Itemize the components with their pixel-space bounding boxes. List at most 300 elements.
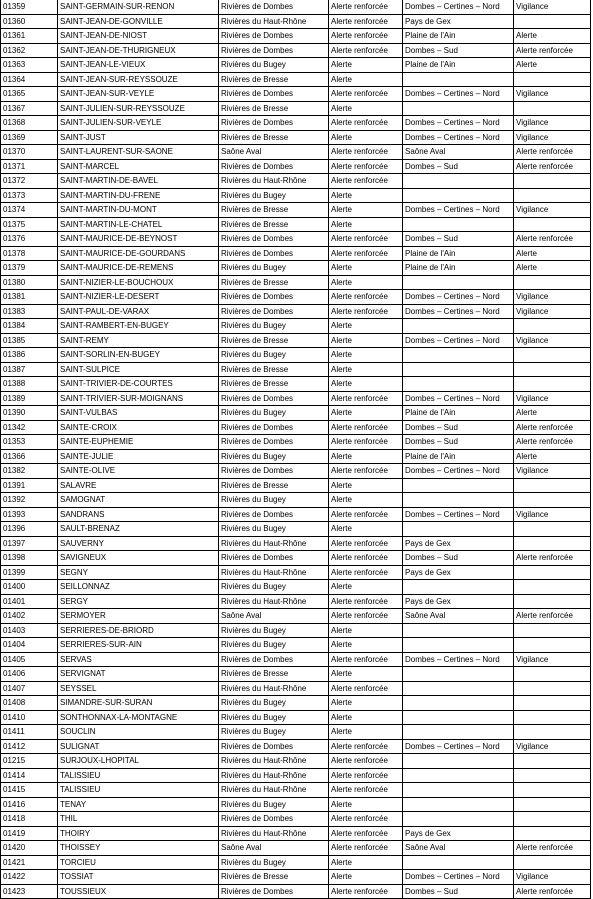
surface-level-cell: Alerte [329, 667, 403, 682]
surface-zone-cell: Rivières du Bugey [219, 623, 329, 638]
ground-zone-cell [403, 377, 514, 392]
surface-zone-cell: Rivières de Dombes [219, 43, 329, 58]
ground-level-cell: Vigilance [514, 290, 591, 305]
surface-zone-cell: Rivières du Bugey [219, 855, 329, 870]
insee-code-cell: 01215 [1, 754, 58, 769]
ground-level-cell: Vigilance [514, 130, 591, 145]
table-row [1, 304, 591, 319]
commune-name-cell: SAINT-VULBAS [58, 406, 219, 421]
surface-zone-cell: Rivières de Dombes [219, 551, 329, 566]
surface-zone-cell: Rivières du Bugey [219, 319, 329, 334]
ground-zone-cell: Dombes – Certines – Nord [403, 290, 514, 305]
surface-level-cell: Alerte [329, 333, 403, 348]
insee-code-cell: 01406 [1, 667, 58, 682]
table-row [1, 855, 591, 870]
surface-level-cell: Alerte [329, 696, 403, 711]
surface-level-cell: Alerte renforcée [329, 246, 403, 261]
surface-level-cell: Alerte renforcée [329, 14, 403, 29]
ground-level-cell [514, 710, 591, 725]
surface-level-cell: Alerte renforcée [329, 232, 403, 247]
ground-level-cell: Alerte renforcée [514, 841, 591, 856]
table-row [1, 623, 591, 638]
table-row [1, 638, 591, 653]
insee-code-cell: 01411 [1, 725, 58, 740]
insee-code-cell: 01419 [1, 826, 58, 841]
ground-level-cell [514, 493, 591, 508]
insee-code-cell: 01384 [1, 319, 58, 334]
insee-code-cell: 01397 [1, 536, 58, 551]
surface-zone-cell: Rivières du Bugey [219, 522, 329, 537]
insee-code-cell: 01378 [1, 246, 58, 261]
table-row [1, 710, 591, 725]
insee-code-cell: 01364 [1, 72, 58, 87]
commune-name-cell: SANDRANS [58, 507, 219, 522]
ground-level-cell [514, 348, 591, 363]
ground-level-cell: Alerte renforcée [514, 420, 591, 435]
table-row [1, 884, 591, 899]
table-row [1, 551, 591, 566]
table-row [1, 87, 591, 102]
commune-name-cell: TALISSIEU [58, 768, 219, 783]
ground-level-cell [514, 565, 591, 580]
ground-level-cell [514, 681, 591, 696]
ground-zone-cell [403, 681, 514, 696]
insee-code-cell: 01379 [1, 261, 58, 276]
surface-level-cell: Alerte renforcée [329, 391, 403, 406]
surface-zone-cell: Rivières du Haut-Rhône [219, 174, 329, 189]
surface-level-cell: Alerte renforcée [329, 174, 403, 189]
surface-zone-cell: Rivières du Haut-Rhône [219, 536, 329, 551]
insee-code-cell: 01368 [1, 116, 58, 131]
ground-level-cell: Vigilance [514, 0, 591, 14]
surface-level-cell: Alerte renforcée [329, 290, 403, 305]
table-row [1, 812, 591, 827]
insee-code-cell: 01342 [1, 420, 58, 435]
surface-zone-cell: Rivières de Bresse [219, 870, 329, 885]
table-row [1, 507, 591, 522]
table-row [1, 768, 591, 783]
ground-level-cell: Alerte renforcée [514, 43, 591, 58]
table-row [1, 493, 591, 508]
ground-zone-cell [403, 855, 514, 870]
insee-code-cell: 01421 [1, 855, 58, 870]
commune-name-cell: SAINT-TRIVIER-SUR-MOIGNANS [58, 391, 219, 406]
table-row [1, 725, 591, 740]
ground-level-cell: Alerte renforcée [514, 551, 591, 566]
insee-code-cell: 01389 [1, 391, 58, 406]
insee-code-cell: 01416 [1, 797, 58, 812]
ground-zone-cell [403, 522, 514, 537]
insee-code-cell: 01367 [1, 101, 58, 116]
ground-level-cell: Vigilance [514, 652, 591, 667]
insee-code-cell: 01410 [1, 710, 58, 725]
surface-zone-cell: Rivières de Dombes [219, 159, 329, 174]
surface-zone-cell: Rivières de Dombes [219, 435, 329, 450]
table-row [1, 391, 591, 406]
surface-zone-cell: Saône Aval [219, 145, 329, 160]
table-row [1, 203, 591, 218]
surface-level-cell: Alerte [329, 638, 403, 653]
ground-zone-cell: Dombes – Certines – Nord [403, 652, 514, 667]
ground-level-cell: Vigilance [514, 304, 591, 319]
surface-zone-cell: Rivières du Haut-Rhône [219, 594, 329, 609]
ground-zone-cell: Plaine de l'Ain [403, 246, 514, 261]
surface-zone-cell: Rivières du Bugey [219, 710, 329, 725]
surface-zone-cell: Rivières du Bugey [219, 493, 329, 508]
surface-level-cell: Alerte renforcée [329, 609, 403, 624]
table-row [1, 275, 591, 290]
commune-name-cell: SAINT-PAUL-DE-VARAX [58, 304, 219, 319]
surface-level-cell: Alerte renforcée [329, 754, 403, 769]
surface-level-cell: Alerte renforcée [329, 594, 403, 609]
ground-zone-cell: Plaine de l'Ain [403, 58, 514, 73]
surface-zone-cell: Rivières de Bresse [219, 275, 329, 290]
table-row [1, 536, 591, 551]
insee-code-cell: 01403 [1, 623, 58, 638]
surface-zone-cell: Rivières du Bugey [219, 188, 329, 203]
ground-zone-cell: Saône Aval [403, 609, 514, 624]
table-row [1, 145, 591, 160]
commune-name-cell: TOUSSIEUX [58, 884, 219, 899]
surface-level-cell: Alerte renforcée [329, 826, 403, 841]
surface-zone-cell: Rivières du Bugey [219, 406, 329, 421]
table-row [1, 826, 591, 841]
ground-level-cell: Vigilance [514, 116, 591, 131]
commune-name-cell: TALISSIEU [58, 783, 219, 798]
insee-code-cell: 01392 [1, 493, 58, 508]
table-row [1, 377, 591, 392]
surface-zone-cell: Rivières de Bresse [219, 667, 329, 682]
surface-zone-cell: Rivières de Dombes [219, 420, 329, 435]
table-row [1, 159, 591, 174]
surface-level-cell: Alerte [329, 130, 403, 145]
insee-code-cell: 01353 [1, 435, 58, 450]
surface-zone-cell: Rivières du Haut-Rhône [219, 565, 329, 580]
insee-code-cell: 01366 [1, 449, 58, 464]
insee-code-cell: 01382 [1, 464, 58, 479]
surface-level-cell: Alerte [329, 377, 403, 392]
commune-name-cell: SAMOGNAT [58, 493, 219, 508]
table-row [1, 696, 591, 711]
surface-level-cell: Alerte renforcée [329, 739, 403, 754]
insee-code-cell: 01386 [1, 348, 58, 363]
ground-zone-cell: Dombes – Sud [403, 435, 514, 450]
ground-zone-cell: Dombes – Sud [403, 884, 514, 899]
commune-name-cell: SAINT-JUST [58, 130, 219, 145]
ground-zone-cell: Dombes – Certines – Nord [403, 87, 514, 102]
ground-level-cell: Vigilance [514, 870, 591, 885]
ground-zone-cell: Plaine de l'Ain [403, 406, 514, 421]
commune-name-cell: SEYSSEL [58, 681, 219, 696]
ground-level-cell [514, 478, 591, 493]
ground-level-cell [514, 797, 591, 812]
surface-zone-cell: Rivières de Bresse [219, 101, 329, 116]
commune-name-cell: SEILLONNAZ [58, 580, 219, 595]
surface-level-cell: Alerte renforcée [329, 884, 403, 899]
insee-code-cell: 01381 [1, 290, 58, 305]
ground-level-cell [514, 217, 591, 232]
surface-level-cell: Alerte [329, 797, 403, 812]
ground-level-cell: Alerte [514, 261, 591, 276]
insee-code-cell: 01398 [1, 551, 58, 566]
surface-zone-cell: Rivières du Haut-Rhône [219, 783, 329, 798]
ground-zone-cell [403, 101, 514, 116]
ground-level-cell [514, 377, 591, 392]
insee-code-cell: 01359 [1, 0, 58, 14]
insee-code-cell: 01415 [1, 783, 58, 798]
surface-level-cell: Alerte [329, 58, 403, 73]
insee-code-cell: 01380 [1, 275, 58, 290]
surface-zone-cell: Rivières de Dombes [219, 232, 329, 247]
surface-level-cell: Alerte renforcée [329, 0, 403, 14]
surface-zone-cell: Rivières du Bugey [219, 725, 329, 740]
commune-name-cell: SAINT-NIZIER-LE-DESERT [58, 290, 219, 305]
surface-zone-cell: Rivières de Dombes [219, 290, 329, 305]
commune-name-cell: SAINT-NIZIER-LE-BOUCHOUX [58, 275, 219, 290]
surface-level-cell: Alerte renforcée [329, 681, 403, 696]
insee-code-cell: 01407 [1, 681, 58, 696]
commune-name-cell: SAINTE-CROIX [58, 420, 219, 435]
commune-name-cell: SERVAS [58, 652, 219, 667]
commune-name-cell: SAULT-BRENAZ [58, 522, 219, 537]
commune-name-cell: SAINTE-EUPHEMIE [58, 435, 219, 450]
insee-code-cell: 01370 [1, 145, 58, 160]
surface-level-cell: Alerte [329, 72, 403, 87]
surface-level-cell: Alerte renforcée [329, 652, 403, 667]
surface-zone-cell: Rivières de Bresse [219, 478, 329, 493]
surface-zone-cell: Rivières de Bresse [219, 130, 329, 145]
ground-zone-cell: Saône Aval [403, 841, 514, 856]
commune-name-cell: SAINT-REMY [58, 333, 219, 348]
commune-name-cell: SAINT-MARTIN-DU-MONT [58, 203, 219, 218]
ground-level-cell [514, 783, 591, 798]
surface-zone-cell: Rivières de Dombes [219, 391, 329, 406]
surface-zone-cell: Rivières du Haut-Rhône [219, 768, 329, 783]
ground-zone-cell [403, 797, 514, 812]
insee-code-cell: 01369 [1, 130, 58, 145]
ground-level-cell [514, 275, 591, 290]
ground-level-cell [514, 362, 591, 377]
surface-level-cell: Alerte renforcée [329, 536, 403, 551]
commune-name-cell: SAINT-MAURICE-DE-GOURDANS [58, 246, 219, 261]
commune-name-cell: SAINT-SORLIN-EN-BUGEY [58, 348, 219, 363]
table-row [1, 232, 591, 247]
surface-zone-cell: Rivières de Dombes [219, 0, 329, 14]
ground-level-cell [514, 174, 591, 189]
table-row [1, 188, 591, 203]
ground-level-cell [514, 188, 591, 203]
commune-name-cell: SERMOYER [58, 609, 219, 624]
surface-level-cell: Alerte renforcée [329, 565, 403, 580]
table-row [1, 246, 591, 261]
table-row [1, 43, 591, 58]
insee-code-cell: 01399 [1, 565, 58, 580]
insee-code-cell: 01420 [1, 841, 58, 856]
commune-name-cell: SOUCLIN [58, 725, 219, 740]
ground-zone-cell [403, 72, 514, 87]
commune-name-cell: SAINT-RAMBERT-EN-BUGEY [58, 319, 219, 334]
ground-zone-cell [403, 754, 514, 769]
ground-zone-cell [403, 275, 514, 290]
ground-zone-cell: Plaine de l'Ain [403, 261, 514, 276]
commune-name-cell: SERGY [58, 594, 219, 609]
insee-code-cell: 01365 [1, 87, 58, 102]
table-row [1, 797, 591, 812]
surface-level-cell: Alerte [329, 710, 403, 725]
commune-name-cell: SAINT-JEAN-SUR-VEYLE [58, 87, 219, 102]
insee-code-cell: 01418 [1, 812, 58, 827]
ground-zone-cell: Dombes – Sud [403, 551, 514, 566]
insee-code-cell: 01412 [1, 739, 58, 754]
table-row [1, 580, 591, 595]
ground-level-cell [514, 580, 591, 595]
surface-zone-cell: Rivières de Bresse [219, 217, 329, 232]
ground-level-cell: Vigilance [514, 507, 591, 522]
commune-name-cell: SAINTE-JULIE [58, 449, 219, 464]
insee-code-cell: 01388 [1, 377, 58, 392]
commune-name-cell: SURJOUX-LHOPITAL [58, 754, 219, 769]
table-row [1, 449, 591, 464]
commune-name-cell: SAINT-GERMAIN-SUR-RENON [58, 0, 219, 14]
table-row [1, 217, 591, 232]
table-row [1, 72, 591, 87]
surface-level-cell: Alerte [329, 580, 403, 595]
ground-level-cell [514, 72, 591, 87]
surface-level-cell: Alerte renforcée [329, 29, 403, 44]
ground-zone-cell: Dombes – Certines – Nord [403, 391, 514, 406]
ground-zone-cell [403, 812, 514, 827]
surface-level-cell: Alerte renforcée [329, 43, 403, 58]
ground-zone-cell: Dombes – Certines – Nord [403, 130, 514, 145]
surface-zone-cell: Rivières de Bresse [219, 362, 329, 377]
surface-level-cell: Alerte [329, 478, 403, 493]
commune-name-cell: SAINT-JULIEN-SUR-REYSSOUZE [58, 101, 219, 116]
surface-level-cell: Alerte renforcée [329, 768, 403, 783]
surface-level-cell: Alerte [329, 348, 403, 363]
ground-zone-cell: Dombes – Certines – Nord [403, 333, 514, 348]
commune-name-cell: SALAVRE [58, 478, 219, 493]
surface-zone-cell: Rivières de Dombes [219, 652, 329, 667]
insee-code-cell: 01393 [1, 507, 58, 522]
commune-name-cell: SAINT-LAURENT-SUR-SAONE [58, 145, 219, 160]
commune-name-cell: SAVIGNEUX [58, 551, 219, 566]
ground-level-cell: Alerte [514, 58, 591, 73]
insee-code-cell: 01414 [1, 768, 58, 783]
ground-level-cell [514, 319, 591, 334]
commune-name-cell: SAINT-MARTIN-LE-CHATEL [58, 217, 219, 232]
surface-level-cell: Alerte renforcée [329, 420, 403, 435]
ground-level-cell: Alerte renforcée [514, 609, 591, 624]
commune-name-cell: SAINT-JEAN-LE-VIEUX [58, 58, 219, 73]
surface-zone-cell: Rivières de Dombes [219, 87, 329, 102]
surface-zone-cell: Rivières de Dombes [219, 29, 329, 44]
insee-code-cell: 01408 [1, 696, 58, 711]
ground-zone-cell [403, 188, 514, 203]
surface-level-cell: Alerte renforcée [329, 116, 403, 131]
commune-name-cell: SAINT-MARTIN-DU-FRENE [58, 188, 219, 203]
ground-zone-cell: Dombes – Sud [403, 420, 514, 435]
ground-zone-cell: Dombes – Certines – Nord [403, 464, 514, 479]
ground-zone-cell [403, 478, 514, 493]
ground-level-cell [514, 14, 591, 29]
surface-level-cell: Alerte [329, 261, 403, 276]
ground-level-cell: Alerte renforcée [514, 145, 591, 160]
ground-level-cell [514, 826, 591, 841]
commune-name-cell: THOIRY [58, 826, 219, 841]
surface-level-cell: Alerte [329, 623, 403, 638]
commune-name-cell: SERRIERES-DE-BRIORD [58, 623, 219, 638]
commune-name-cell: SAINT-MARCEL [58, 159, 219, 174]
commune-name-cell: TOSSIAT [58, 870, 219, 885]
commune-name-cell: TORCIEU [58, 855, 219, 870]
table-row [1, 290, 591, 305]
ground-level-cell [514, 101, 591, 116]
table-row [1, 420, 591, 435]
insee-code-cell: 01383 [1, 304, 58, 319]
surface-level-cell: Alerte renforcée [329, 507, 403, 522]
ground-level-cell: Alerte renforcée [514, 159, 591, 174]
commune-name-cell: SAINT-JEAN-DE-NIOST [58, 29, 219, 44]
insee-code-cell: 01391 [1, 478, 58, 493]
table-row [1, 333, 591, 348]
ground-level-cell: Vigilance [514, 203, 591, 218]
surface-level-cell: Alerte renforcée [329, 145, 403, 160]
ground-zone-cell: Saône Aval [403, 145, 514, 160]
insee-code-cell: 01373 [1, 188, 58, 203]
ground-zone-cell [403, 638, 514, 653]
insee-code-cell: 01385 [1, 333, 58, 348]
surface-level-cell: Alerte [329, 188, 403, 203]
commune-name-cell: SAINT-TRIVIER-DE-COURTES [58, 377, 219, 392]
ground-level-cell: Alerte [514, 29, 591, 44]
ground-level-cell: Alerte renforcée [514, 232, 591, 247]
commune-name-cell: SAINTE-OLIVE [58, 464, 219, 479]
surface-level-cell: Alerte renforcée [329, 783, 403, 798]
commune-name-cell: SAUVERNY [58, 536, 219, 551]
ground-level-cell [514, 812, 591, 827]
insee-code-cell: 01374 [1, 203, 58, 218]
commune-name-cell: SONTHONNAX-LA-MONTAGNE [58, 710, 219, 725]
ground-zone-cell [403, 783, 514, 798]
surface-level-cell: Alerte renforcée [329, 87, 403, 102]
insee-code-cell: 01375 [1, 217, 58, 232]
ground-zone-cell: Pays de Gex [403, 826, 514, 841]
ground-level-cell: Alerte [514, 406, 591, 421]
table-row [1, 739, 591, 754]
surface-level-cell: Alerte [329, 855, 403, 870]
table-row [1, 261, 591, 276]
surface-level-cell: Alerte [329, 406, 403, 421]
ground-level-cell [514, 855, 591, 870]
surface-zone-cell: Rivières du Haut-Rhône [219, 826, 329, 841]
ground-zone-cell [403, 348, 514, 363]
surface-zone-cell: Rivières de Dombes [219, 116, 329, 131]
surface-level-cell: Alerte renforcée [329, 159, 403, 174]
surface-zone-cell: Saône Aval [219, 609, 329, 624]
table-row [1, 174, 591, 189]
insee-code-cell: 01372 [1, 174, 58, 189]
surface-zone-cell: Rivières du Haut-Rhône [219, 14, 329, 29]
surface-zone-cell: Rivières du Bugey [219, 58, 329, 73]
ground-zone-cell [403, 362, 514, 377]
commune-name-cell: SAINT-JEAN-DE-THURIGNEUX [58, 43, 219, 58]
insee-code-cell: 01362 [1, 43, 58, 58]
table-row [1, 130, 591, 145]
surface-zone-cell: Rivières du Bugey [219, 348, 329, 363]
surface-zone-cell: Rivières du Bugey [219, 696, 329, 711]
surface-zone-cell: Rivières de Dombes [219, 304, 329, 319]
commune-name-cell: TENAY [58, 797, 219, 812]
